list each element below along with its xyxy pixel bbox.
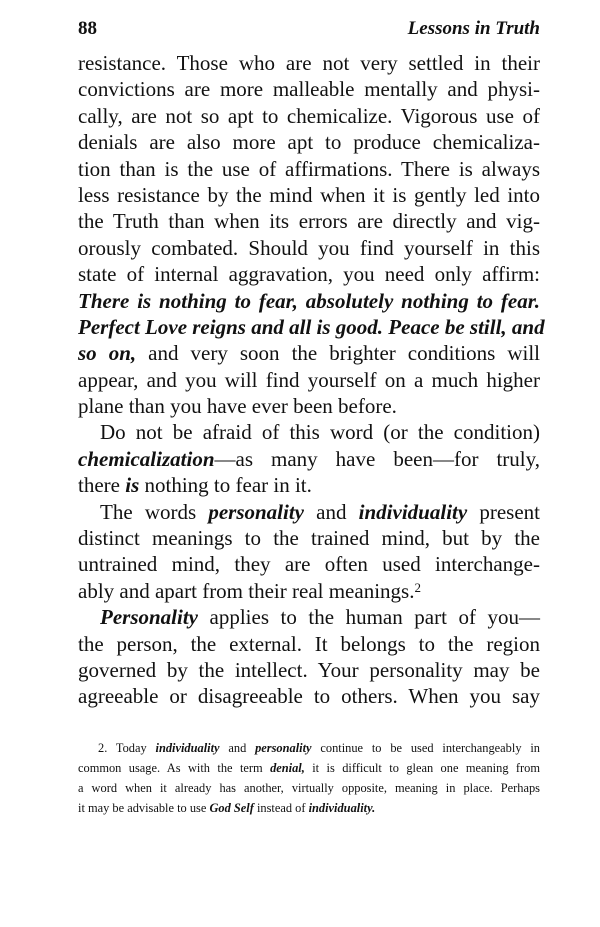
text-run: the person, the external. It belongs to the region bbox=[78, 631, 540, 656]
text-run: denials are also more apt to produce chemicaliza- bbox=[78, 130, 540, 155]
text-line bbox=[78, 314, 545, 340]
text-line bbox=[78, 50, 540, 76]
text-line bbox=[78, 499, 540, 525]
footnote-line bbox=[78, 758, 540, 778]
text-line bbox=[78, 578, 540, 604]
text-line bbox=[78, 156, 540, 182]
text-run: tion than is the use of affirmations. There is always bbox=[78, 156, 540, 181]
text-run: instead of bbox=[253, 801, 309, 815]
text-line bbox=[78, 683, 540, 709]
text-line bbox=[78, 631, 540, 657]
text-run: nothing to fear in it. bbox=[139, 473, 312, 498]
text-run: it is difficult to glean one meaning from bbox=[304, 761, 541, 775]
emphasis-text: Perfect Love reigns and all is good. Peace be still, and bbox=[78, 314, 545, 339]
emphasis-text: individuality bbox=[155, 741, 220, 755]
text-run: and very soon the brighter conditions will bbox=[136, 341, 540, 366]
text-run: untrained mind, they are often used interchange- bbox=[78, 552, 540, 577]
text-run: —as many have been—for truly, bbox=[214, 446, 540, 471]
text-line bbox=[78, 182, 540, 208]
text-run: and bbox=[304, 499, 359, 524]
text-line bbox=[78, 419, 540, 445]
text-line bbox=[78, 525, 540, 551]
text-run: orously combated. Should you find yourself in this bbox=[78, 235, 540, 260]
text-line bbox=[78, 103, 540, 129]
text-run: ably and apart from their real meanings. bbox=[78, 578, 415, 603]
text-run: common usage. As with the term bbox=[78, 761, 271, 775]
text-line bbox=[78, 129, 540, 155]
text-line bbox=[78, 446, 540, 472]
text-line bbox=[78, 393, 540, 419]
emphasis-text: so on, bbox=[78, 341, 137, 366]
text-run: present bbox=[467, 499, 540, 524]
page-header bbox=[78, 18, 540, 42]
footnote-line bbox=[78, 778, 540, 798]
text-run: continue to be used interchangeably in bbox=[311, 741, 540, 755]
text-run: governed by the intellect. Your personality may be bbox=[78, 657, 540, 682]
emphasis-text: individuality. bbox=[308, 801, 376, 815]
emphasis-text: individuality bbox=[358, 499, 468, 524]
text-line bbox=[78, 288, 540, 314]
emphasis-text: chemicalization bbox=[78, 446, 215, 471]
emphasis-text: is bbox=[125, 473, 140, 498]
text-run: plane than you have ever been before. bbox=[78, 394, 397, 419]
text-line bbox=[78, 208, 540, 234]
running-title: Lessons in Truth bbox=[407, 18, 540, 39]
text-line bbox=[78, 551, 540, 577]
text-run: less resistance by the mind when it is gently led into bbox=[78, 182, 540, 207]
text-line bbox=[78, 472, 540, 498]
text-run: convictions are more malleable mentally and physi- bbox=[78, 77, 540, 102]
text-line bbox=[78, 261, 540, 287]
emphasis-text: personality bbox=[255, 741, 312, 755]
footnote-line bbox=[78, 738, 540, 758]
text-run: applies to the human part of you— bbox=[198, 605, 540, 630]
text-run: resistance. Those who are not very settled in their bbox=[78, 51, 540, 75]
text-run: the Truth than when its errors are directly and vig- bbox=[78, 209, 540, 234]
text-line bbox=[78, 76, 540, 102]
text-run: it may be advisable to use bbox=[78, 801, 210, 815]
text-run: state of internal aggravation, you need only affirm: bbox=[78, 262, 540, 287]
text-line bbox=[78, 657, 540, 683]
text-run: and bbox=[219, 741, 256, 755]
text-line bbox=[78, 367, 540, 393]
text-run: there bbox=[78, 473, 126, 498]
text-run: distinct meanings to the trained mind, but by the bbox=[78, 526, 540, 551]
text-run: 2. Today bbox=[98, 741, 156, 755]
text-run: a word when it already has another, virtually opposite, meaning in place. Perhaps bbox=[78, 781, 540, 795]
footnote-line bbox=[78, 798, 540, 818]
text-run: The words bbox=[100, 499, 209, 524]
text-run: appear, and you will find yourself on a much higher bbox=[78, 367, 540, 392]
page-number: 88 bbox=[78, 18, 97, 39]
text-run: Do not be afraid of this word (or the condition) bbox=[100, 420, 540, 445]
body-text bbox=[78, 50, 545, 710]
footnote-marker: 2 bbox=[414, 579, 421, 595]
text-line bbox=[78, 340, 540, 366]
emphasis-text: There is nothing to fear, absolutely nothing to fear. bbox=[78, 288, 540, 313]
emphasis-text: denial, bbox=[270, 761, 305, 775]
text-run: cally, are not so apt to chemicalize. Vigorous use of bbox=[78, 103, 540, 128]
text-line bbox=[78, 604, 540, 630]
emphasis-text: God Self bbox=[209, 801, 254, 815]
footnote bbox=[78, 738, 540, 818]
emphasis-text: Personality bbox=[100, 605, 198, 630]
text-run: agreeable or disagreeable to others. When you say bbox=[78, 684, 540, 709]
text-line bbox=[78, 235, 540, 261]
emphasis-text: personality bbox=[208, 499, 304, 524]
